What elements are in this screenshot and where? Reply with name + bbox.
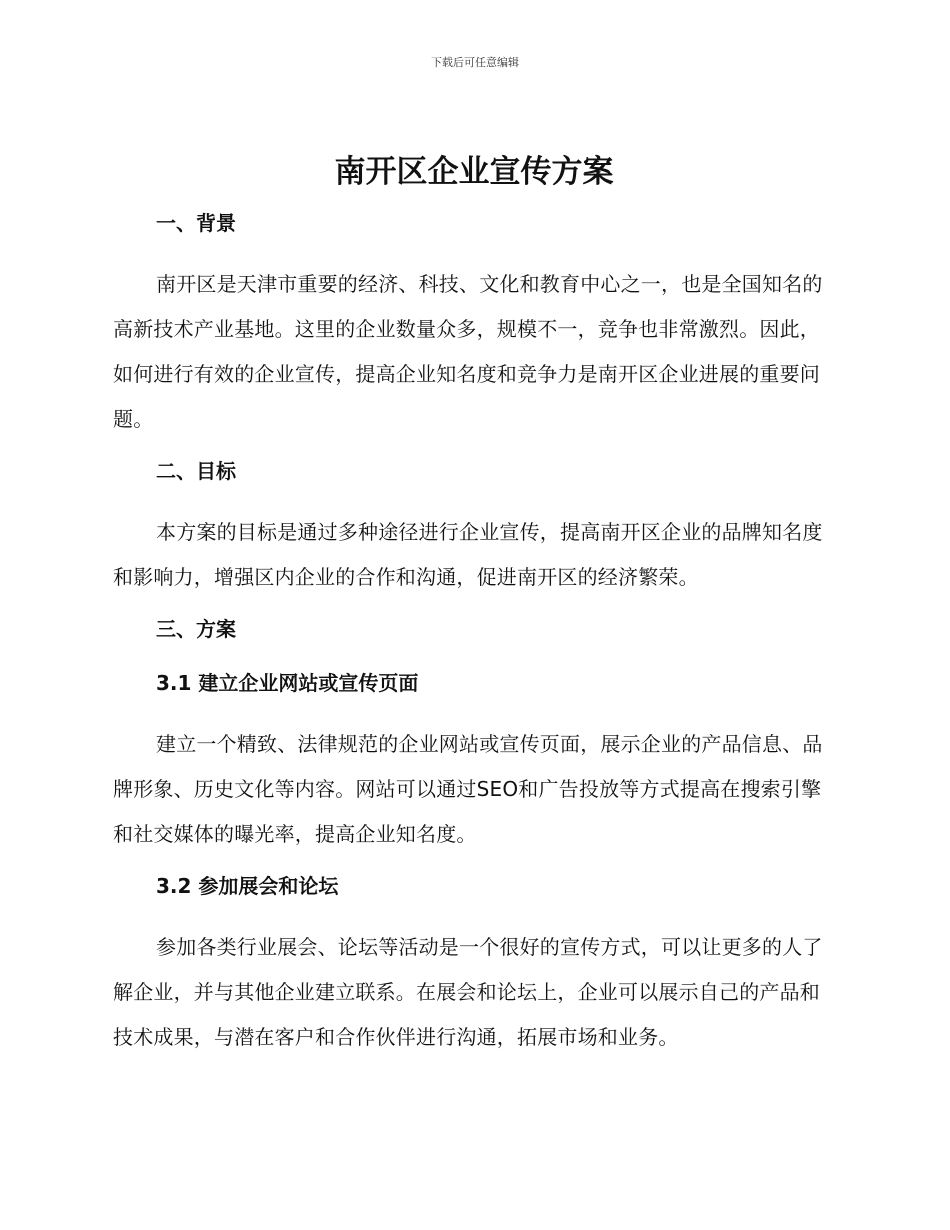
- section-heading-exhibitions: 3.2 参加展会和论坛: [156, 874, 339, 898]
- document-body: [113, 150, 835, 1074]
- section-heading-goal: 二、目标: [156, 459, 236, 483]
- section-text-website: 建立一个精致、法律规范的企业网站或宣传页面，展示企业的产品信息、品牌形象、历史文化等内容。网站可以通过SEO和广告投放等方式提高在搜索引擎和社交媒体的曝光率，提高企业知名度。: [113, 732, 823, 846]
- section-text-exhibitions: 参加各类行业展会、论坛等活动是一个很好的宣传方式，可以让更多的人了解企业，并与其他企业建立联系。在展会和论坛上，企业可以展示自己的产品和技术成果，与潜在客户和合作伙伴进行沟通，拓展市场和业务。: [113, 935, 823, 1049]
- section-heading-background: 一、背景: [156, 211, 236, 235]
- section-heading-website: 3.1 建立企业网站或宣传页面: [156, 671, 419, 695]
- section-text-background: 南开区是天津市重要的经济、科技、文化和教育中心之一，也是全国知名的高新技术产业基地。这里的企业数量众多，规模不一，竞争也非常激烈。因此，如何进行有效的企业宣传，提高企业知名度和竞争力是南开区企业进展的重要问题。: [113, 272, 823, 431]
- header-note: 下载后可任意编辑: [431, 56, 519, 69]
- document-title: 南开区企业宣传方案: [334, 154, 614, 190]
- section-heading-plan: 三、方案: [156, 617, 236, 641]
- section-text-goal: 本方案的目标是通过多种途径进行企业宣传，提高南开区企业的品牌知名度和影响力，增强区内企业的合作和沟通，促进南开区的经济繁荣。: [113, 520, 823, 589]
